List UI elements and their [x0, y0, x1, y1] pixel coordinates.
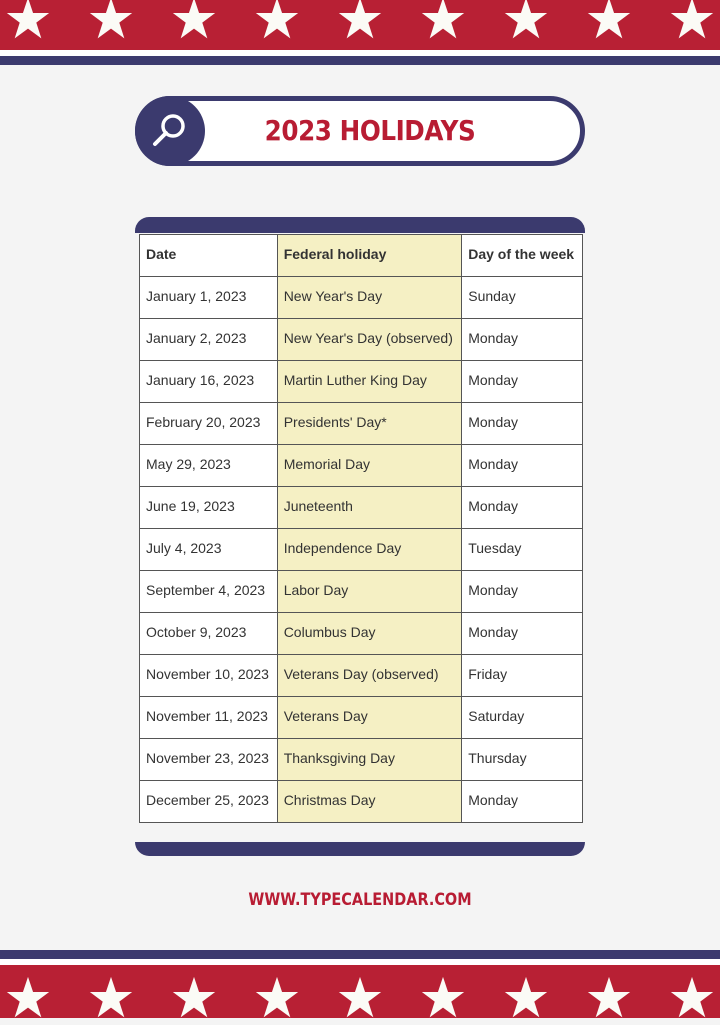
star-icon — [88, 0, 134, 42]
cell-date: November 11, 2023 — [140, 697, 278, 739]
table-header-row — [140, 235, 583, 277]
table-row — [140, 529, 583, 571]
website-footer: WWW.TYPECALENDAR.COM — [248, 890, 472, 910]
table-row — [140, 403, 583, 445]
cell-date: July 4, 2023 — [140, 529, 278, 571]
header-day: Day of the week — [462, 235, 583, 277]
star-icon — [669, 0, 715, 42]
cell-date: May 29, 2023 — [140, 445, 278, 487]
cell-holiday: Juneteenth — [277, 487, 462, 529]
table-row — [140, 655, 583, 697]
cell-day: Tuesday — [462, 529, 583, 571]
page-title: 2023 HOLIDAYS — [264, 114, 476, 147]
cell-holiday: Veterans Day (observed) — [277, 655, 462, 697]
cell-day: Saturday — [462, 697, 583, 739]
cell-holiday: Thanksgiving Day — [277, 739, 462, 781]
table-bottom-cap — [135, 842, 585, 856]
star-icon — [586, 975, 632, 1021]
star-icon — [88, 975, 134, 1021]
cell-day: Sunday — [462, 277, 583, 319]
search-badge — [135, 96, 205, 166]
cell-date: December 25, 2023 — [140, 781, 278, 823]
star-icon — [254, 975, 300, 1021]
table-row — [140, 445, 583, 487]
top-navy-stripe — [0, 56, 720, 65]
star-icon — [171, 0, 217, 42]
cell-day: Friday — [462, 655, 583, 697]
cell-holiday: New Year's Day — [277, 277, 462, 319]
magnifier-icon — [135, 96, 205, 166]
cell-day: Monday — [462, 361, 583, 403]
cell-date: October 9, 2023 — [140, 613, 278, 655]
table-row — [140, 277, 583, 319]
cell-date: November 10, 2023 — [140, 655, 278, 697]
cell-day: Monday — [462, 445, 583, 487]
cell-holiday: Columbus Day — [277, 613, 462, 655]
cell-holiday: Veterans Day — [277, 697, 462, 739]
bottom-navy-stripe — [0, 950, 720, 959]
cell-date: November 23, 2023 — [140, 739, 278, 781]
cell-holiday: Independence Day — [277, 529, 462, 571]
star-icon — [5, 0, 51, 42]
cell-holiday: Labor Day — [277, 571, 462, 613]
star-icon — [254, 0, 300, 42]
cell-day: Thursday — [462, 739, 583, 781]
table-row — [140, 487, 583, 529]
star-icon — [171, 975, 217, 1021]
holidays-table — [139, 234, 583, 823]
star-icon — [420, 975, 466, 1021]
top-stars — [0, 0, 720, 50]
star-icon — [586, 0, 632, 42]
cell-holiday: Presidents' Day* — [277, 403, 462, 445]
table-row — [140, 781, 583, 823]
star-icon — [503, 0, 549, 42]
cell-day: Monday — [462, 571, 583, 613]
cell-date: January 16, 2023 — [140, 361, 278, 403]
table-row — [140, 361, 583, 403]
cell-date: September 4, 2023 — [140, 571, 278, 613]
table-row — [140, 613, 583, 655]
cell-day: Monday — [462, 487, 583, 529]
cell-holiday: Memorial Day — [277, 445, 462, 487]
table-row — [140, 739, 583, 781]
star-icon — [337, 975, 383, 1021]
cell-holiday: Martin Luther King Day — [277, 361, 462, 403]
cell-day: Monday — [462, 319, 583, 361]
table-top-cap — [135, 217, 585, 233]
star-icon — [5, 975, 51, 1021]
table-row — [140, 319, 583, 361]
star-icon — [420, 0, 466, 42]
star-icon — [503, 975, 549, 1021]
table-row — [140, 697, 583, 739]
header-holiday: Federal holiday — [277, 235, 462, 277]
cell-day: Monday — [462, 403, 583, 445]
cell-date: January 2, 2023 — [140, 319, 278, 361]
cell-holiday: Christmas Day — [277, 781, 462, 823]
cell-date: June 19, 2023 — [140, 487, 278, 529]
cell-day: Monday — [462, 613, 583, 655]
cell-holiday: New Year's Day (observed) — [277, 319, 462, 361]
cell-date: February 20, 2023 — [140, 403, 278, 445]
cell-day: Monday — [462, 781, 583, 823]
table-row — [140, 571, 583, 613]
cell-date: January 1, 2023 — [140, 277, 278, 319]
star-icon — [669, 975, 715, 1021]
star-icon — [337, 0, 383, 42]
header-date: Date — [140, 235, 278, 277]
